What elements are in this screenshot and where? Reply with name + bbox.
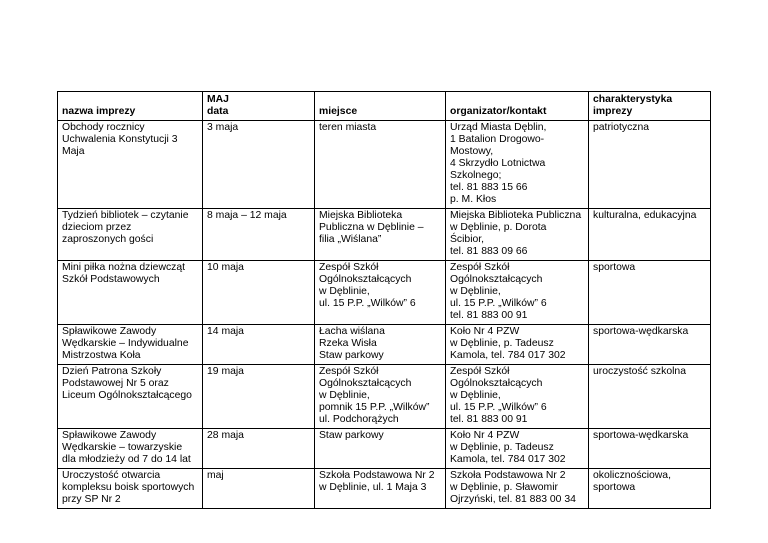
event-date-cell: 19 maja (203, 365, 315, 429)
event-name-cell: Spławikowe Zawody Wędkarskie – towarzyskie dla młodzieży od 7 do 14 lat (58, 429, 203, 469)
month-label: MAJ (207, 94, 229, 105)
table-header-row (58, 92, 711, 121)
event-date-cell: 3 maja (203, 121, 315, 209)
event-name-cell: Tydzień bibliotek – czytanie dzieciom przez zaproszonych gości (58, 209, 203, 261)
events-table (57, 91, 711, 509)
event-character-cell: kulturalna, edukacyjna (589, 209, 711, 261)
table-row (58, 365, 711, 429)
event-place-cell: Zespół Szkół Ogólnokształcących w Dęblinie, ul. 15 P.P. „Wilków” 6 (315, 261, 446, 325)
table-row (58, 469, 711, 509)
header-organizer: organizator/kontakt (446, 92, 589, 121)
event-organizer-cell: Koło Nr 4 PZW w Dęblinie, p. Tadeusz Kamola, tel. 784 017 302 (446, 429, 589, 469)
header-place: miejsce (315, 92, 446, 121)
event-organizer-cell: Zespół Szkół Ogólnokształcących w Dęblinie, ul. 15 P.P. „Wilków” 6 tel. 81 883 00 91 (446, 261, 589, 325)
event-name-cell: Dzień Patrona Szkoły Podstawowej Nr 5 oraz Liceum Ogólnokształcącego (58, 365, 203, 429)
header-date (203, 92, 315, 121)
event-character-cell: sportowa (589, 261, 711, 325)
event-date-cell: maj (203, 469, 315, 509)
event-name-cell: Mini piłka nożna dziewcząt Szkół Podstawowych (58, 261, 203, 325)
table-row (58, 121, 711, 209)
event-character-cell: uroczystość szkolna (589, 365, 711, 429)
event-character-cell: okolicznościowa, sportowa (589, 469, 711, 509)
table-row (58, 429, 711, 469)
header-character: charakterystyka imprezy (589, 92, 711, 121)
event-organizer-cell: Koło Nr 4 PZW w Dęblinie, p. Tadeusz Kamola, tel. 784 017 302 (446, 325, 589, 365)
table-row (58, 261, 711, 325)
event-organizer-cell: Urząd Miasta Dęblin, 1 Batalion Drogowo-Mostowy, 4 Skrzydło Lotnictwa Szkolnego; tel. 81 883 15 66 p. M. Kłos (446, 121, 589, 209)
event-name-cell: Uroczystość otwarcia kompleksu boisk sportowych przy SP Nr 2 (58, 469, 203, 509)
event-place-cell: Miejska Biblioteka Publiczna w Dęblinie – filia „Wiślana” (315, 209, 446, 261)
event-date-cell: 10 maja (203, 261, 315, 325)
event-name-cell: Spławikowe Zawody Wędkarskie – Indywidualne Mistrzostwa Koła (58, 325, 203, 365)
event-date-cell: 8 maja – 12 maja (203, 209, 315, 261)
event-place-cell: Łacha wiślana Rzeka Wisła Staw parkowy (315, 325, 446, 365)
event-place-cell: Szkoła Podstawowa Nr 2 w Dęblinie, ul. 1 Maja 3 (315, 469, 446, 509)
table-row (58, 325, 711, 365)
event-character-cell: sportowa-wędkarska (589, 325, 711, 365)
event-name-cell: Obchody rocznicy Uchwalenia Konstytucji 3 Maja (58, 121, 203, 209)
event-organizer-cell: Zespół Szkół Ogólnokształcących w Dęblinie, ul. 15 P.P. „Wilków” 6 tel. 81 883 00 91 (446, 365, 589, 429)
event-place-cell: Zespół Szkół Ogólnokształcących w Dęblinie, pomnik 15 P.P. „Wilków” ul. Podchorążych (315, 365, 446, 429)
header-event-name: nazwa imprezy (58, 92, 203, 121)
event-place-cell: teren miasta (315, 121, 446, 209)
event-organizer-cell: Miejska Biblioteka Publiczna w Dęblinie, p. Dorota Ścibior, tel. 81 883 09 66 (446, 209, 589, 261)
event-date-cell: 28 maja (203, 429, 315, 469)
header-date-label: data (207, 106, 229, 117)
event-place-cell: Staw parkowy (315, 429, 446, 469)
event-character-cell: patriotyczna (589, 121, 711, 209)
event-organizer-cell: Szkoła Podstawowa Nr 2 w Dęblinie, p. Sławomir Ojrzyński, tel. 81 883 00 34 (446, 469, 589, 509)
events-table-wrapper (57, 91, 710, 509)
table-row (58, 209, 711, 261)
event-date-cell: 14 maja (203, 325, 315, 365)
event-character-cell: sportowa-wędkarska (589, 429, 711, 469)
